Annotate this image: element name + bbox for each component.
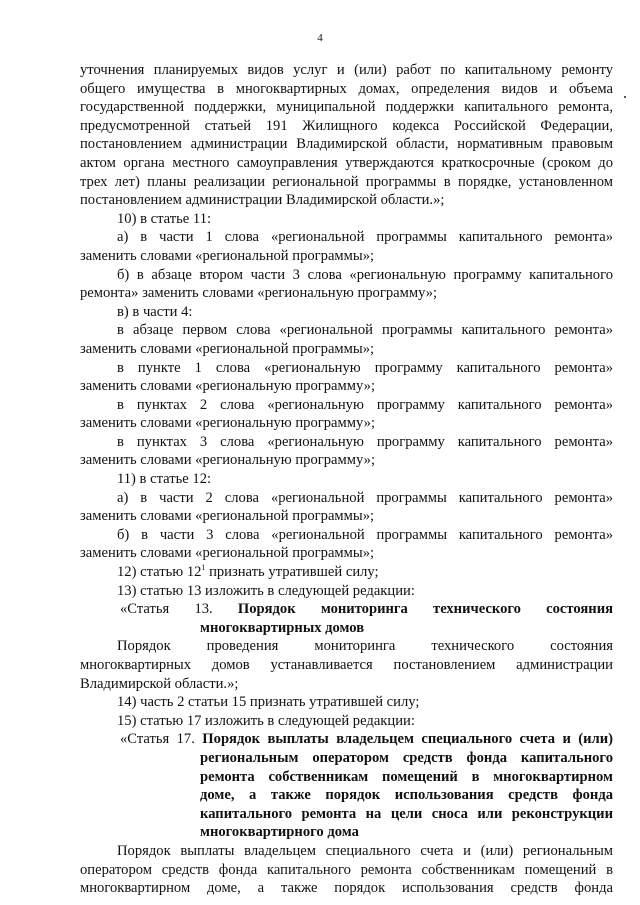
text-line	[80, 340, 613, 359]
line-text: Порядок выплаты владельцем специального счета и (или) региональным	[117, 842, 613, 859]
text-line	[80, 768, 613, 787]
text-line	[80, 154, 613, 173]
line-text: заменить словами «региональную программу»;	[80, 378, 376, 395]
line-text: Владимирской области.»;	[80, 675, 239, 692]
line-text: а) в части 1 слова «региональной программы капитального ремонта»	[117, 229, 613, 246]
line-text: в пункте 1 слова «региональную программу капитального ремонта»	[117, 359, 613, 376]
line-text: оператором средств фонда капитального ремонта собственникам помещений в	[80, 861, 613, 878]
line-text: актом органа местного самоуправления утверждаются краткосрочные (сроком до	[80, 154, 613, 171]
bold-heading-text: Порядок выплаты владельцем специального счета и (или)	[202, 731, 614, 748]
line-text: заменить словами «региональной программы»;	[80, 545, 375, 562]
text-line	[80, 675, 613, 694]
line-text-tail: признать утратившей силу;	[205, 564, 379, 581]
bold-heading-text: многоквартирного дома	[200, 824, 359, 841]
line-text: б) в абзаце втором части 3 слова «региональную программу капитального	[117, 266, 613, 283]
text-line	[80, 526, 613, 545]
line-text: предусмотренной статьей 191 Жилищного кодекса Российской Федерации,	[80, 117, 613, 134]
text-line	[80, 321, 613, 340]
text-line	[80, 266, 613, 285]
text-line	[80, 451, 613, 470]
line-text: заменить словами «региональной программы»;	[80, 247, 375, 264]
text-line	[80, 303, 613, 322]
line-text: 12) статью 12	[117, 564, 202, 581]
text-line	[80, 637, 613, 656]
line-text: 13) статью 13 изложить в следующей редакции:	[117, 582, 415, 599]
line-text: ремонта» заменить словами «региональную программу»;	[80, 285, 438, 302]
text-line	[80, 730, 613, 749]
bold-heading-text: региональным оператором средств фонда капитального	[200, 749, 613, 766]
page-number: 4	[317, 32, 323, 44]
line-text: в абзаце первом слова «региональной программы капитального ремонта»	[117, 322, 613, 339]
line-text: 11) в статье 12:	[117, 471, 212, 488]
text-line	[80, 544, 613, 563]
text-line	[80, 842, 613, 861]
text-line	[80, 656, 613, 675]
bold-heading-text: ремонта собственникам помещений в многоквартирном	[200, 768, 613, 785]
text-line	[80, 786, 613, 805]
line-text: «Статья 13.	[120, 601, 238, 618]
text-line	[80, 247, 613, 266]
line-text: «Статья 17.	[120, 731, 203, 748]
scan-speck	[624, 96, 626, 98]
line-text: 15) статью 17 изложить в следующей редакции:	[117, 712, 415, 729]
line-text: многоквартирных домов устанавливается постановлением администрации	[80, 657, 613, 673]
line-text: а) в части 2 слова «региональной программы капитального ремонта»	[117, 489, 613, 506]
document-body	[80, 61, 613, 898]
text-line	[80, 61, 613, 80]
line-text: 14) часть 2 статьи 15 признать утратившей силу;	[117, 694, 420, 711]
text-line	[80, 823, 613, 842]
line-text: в) в части 4:	[117, 303, 193, 320]
text-line	[80, 173, 613, 192]
text-line	[80, 228, 613, 247]
line-text: заменить словами «региональной программы»;	[80, 340, 375, 357]
bold-heading-text: капитального ремонта на цели сноса или реконструкции	[200, 805, 613, 822]
text-line	[80, 470, 613, 489]
text-line	[80, 600, 613, 619]
line-text: заменить словами «региональной программы»;	[80, 508, 375, 525]
text-line	[80, 693, 613, 712]
line-text: уточнения планируемых видов услуг и (или) работ по капитальному ремонту	[80, 62, 613, 78]
text-line	[80, 749, 613, 768]
text-line	[80, 507, 613, 526]
line-text: постановлением администрации Владимирской области.»;	[80, 192, 445, 209]
line-text: заменить словами «региональную программу»;	[80, 452, 376, 469]
text-line	[80, 879, 613, 898]
superscript: 1	[201, 563, 206, 573]
text-line	[80, 489, 613, 508]
text-line	[80, 619, 613, 638]
text-line	[80, 433, 613, 452]
bold-heading-text: многоквартирных домов	[200, 619, 365, 636]
text-line	[80, 135, 613, 154]
text-line	[80, 284, 613, 303]
line-text: в пунктах 2 слова «региональную программу капитального ремонта»	[117, 396, 613, 413]
line-text: 10) в статье 11:	[117, 210, 212, 227]
text-line	[80, 210, 613, 229]
text-line	[80, 414, 613, 433]
text-line	[80, 377, 613, 396]
text-line	[80, 191, 613, 210]
text-line	[80, 712, 613, 731]
bold-heading-text: доме, а также порядок использования средств фонда	[200, 787, 613, 804]
line-text: заменить словами «региональную программу»;	[80, 415, 376, 432]
line-text: государственной поддержки, муниципальной поддержки капитального ремонта,	[80, 99, 613, 116]
text-line	[80, 805, 613, 824]
text-line	[80, 359, 613, 378]
line-text: трех лет) планы реализации региональной программы в порядке, установленном	[80, 173, 613, 190]
text-line	[80, 98, 613, 117]
line-text: Порядок проведения мониторинга технического состояния	[117, 638, 613, 655]
text-line	[80, 582, 613, 601]
line-text: общего имущества в многоквартирных домах, определения видов и объема	[80, 80, 613, 97]
line-text: постановлением администрации Владимирской области, нормативным правовым	[80, 136, 613, 153]
text-line	[80, 80, 613, 99]
text-line	[80, 117, 613, 136]
text-line	[80, 563, 613, 582]
text-line	[80, 396, 613, 415]
line-text: б) в части 3 слова «региональной программы капитального ремонта»	[117, 526, 613, 543]
line-text: в пунктах 3 слова «региональную программу капитального ремонта»	[117, 433, 613, 450]
line-text: многоквартирном доме, а также порядок использования средств фонда	[80, 880, 613, 897]
text-line	[80, 861, 613, 880]
bold-heading-text: Порядок мониторинга технического состояния	[237, 601, 613, 618]
